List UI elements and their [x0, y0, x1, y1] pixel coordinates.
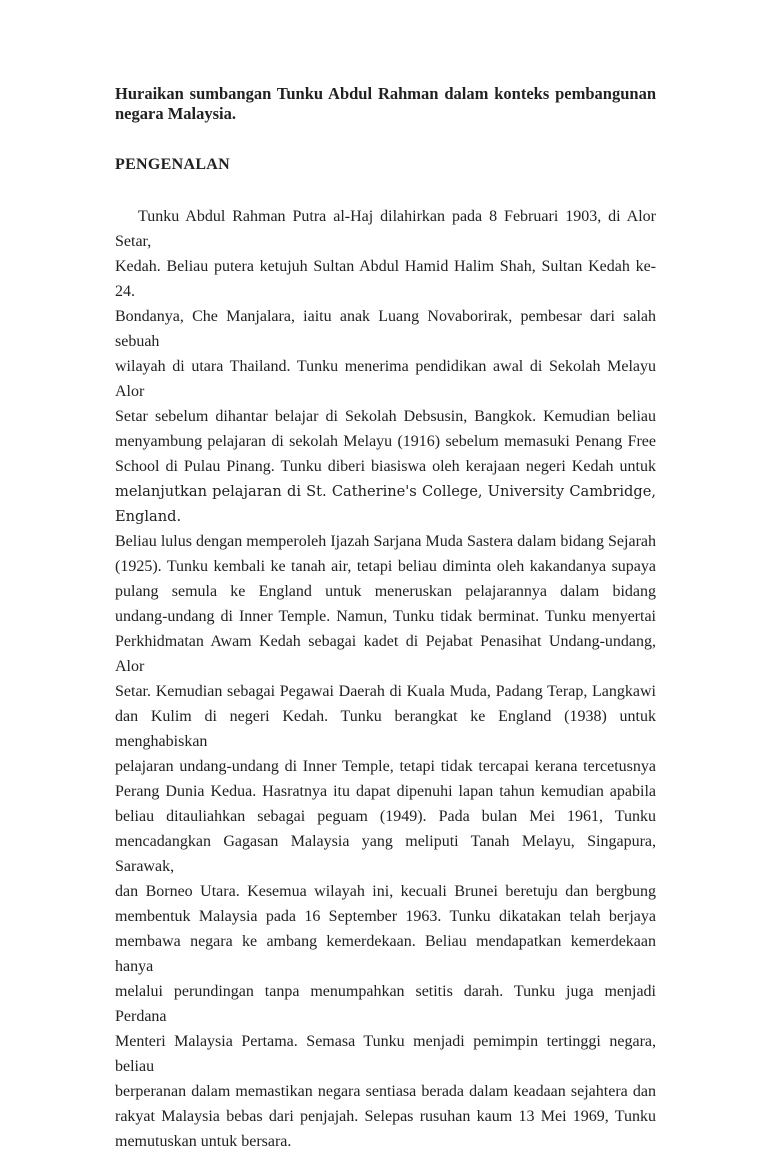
- paragraph-line: menyambung pelajaran di sekolah Melayu (1916) sebelum memasuki Penang Free: [115, 433, 656, 450]
- paragraph-line: (1925). Tunku kembali ke tanah air, tetapi beliau diminta oleh kakandanya supaya: [115, 558, 656, 575]
- paragraph-line: melanjutkan pelajaran di St. Catherine's College, University Cambridge, England.: [115, 483, 656, 525]
- paragraph-line: undang-undang di Inner Temple. Namun, Tunku tidak berminat. Tunku menyertai: [115, 608, 656, 625]
- paragraph-line: mencadangkan Gagasan Malaysia yang meliputi Tanah Melayu, Singapura, Sarawak,: [115, 833, 656, 875]
- paragraph-line: rakyat Malaysia bebas dari penjajah. Selepas rusuhan kaum 13 Mei 1969, Tunku: [115, 1108, 656, 1125]
- paragraph-line: Menteri Malaysia Pertama. Semasa Tunku menjadi pemimpin tertinggi negara, beliau: [115, 1033, 656, 1075]
- paragraph-line: melalui perundingan tanpa menumpahkan setitis darah. Tunku juga menjadi Perdana: [115, 983, 656, 1025]
- paragraph-line: dan Borneo Utara. Kesemua wilayah ini, kecuali Brunei beretuju dan bergbung: [115, 883, 656, 900]
- paragraph-line: Perang Dunia Kedua. Hasratnya itu dapat dipenuhi lapan tahun kemudian apabila: [115, 783, 656, 800]
- paragraph-line: dan Kulim di negeri Kedah. Tunku berangkat ke England (1938) untuk menghabiskan: [115, 708, 656, 750]
- title-line: Huraikan sumbangan Tunku Abdul Rahman dalam konteks pembangunan: [115, 84, 656, 103]
- paragraph-line: memutuskan untuk bersara.: [115, 1133, 292, 1150]
- paragraph-line: Setar sebelum dihantar belajar di Sekolah Debsusin, Bangkok. Kemudian beliau: [115, 408, 656, 425]
- intro-paragraph: [115, 204, 656, 1154]
- paragraph-line: Bondanya, Che Manjalara, iaitu anak Luang Novaborirak, pembesar dari salah sebuah: [115, 308, 656, 350]
- paragraph-line: membawa negara ke ambang kemerdekaan. Beliau mendapatkan kemerdekaan hanya: [115, 933, 656, 975]
- section-heading-pengenalan: PENGENALAN: [115, 156, 231, 173]
- paragraph-line: Beliau lulus dengan memperoleh Ijazah Sarjana Muda Sastera dalam bidang Sejarah: [115, 533, 656, 550]
- paragraph-line: School di Pulau Pinang. Tunku diberi biasiswa oleh kerajaan negeri Kedah untuk: [115, 458, 656, 475]
- page-content: [115, 84, 656, 1154]
- paragraph-line: Setar. Kemudian sebagai Pegawai Daerah di Kuala Muda, Padang Terap, Langkawi: [115, 683, 656, 700]
- paragraph-line: pulang semula ke England untuk meneruskan pelajarannya dalam bidang: [115, 583, 656, 600]
- essay-question-title: [115, 84, 656, 124]
- paragraph-line: wilayah di utara Thailand. Tunku menerima pendidikan awal di Sekolah Melayu Alor: [115, 358, 656, 400]
- title-line: negara Malaysia.: [115, 104, 236, 123]
- paragraph-line: membentuk Malaysia pada 16 September 1963. Tunku dikatakan telah berjaya: [115, 908, 656, 925]
- paragraph-line: pelajaran undang-undang di Inner Temple, tetapi tidak tercapai kerana tercetusnya: [115, 758, 656, 775]
- paragraph-line: berperanan dalam memastikan negara sentiasa berada dalam keadaan sejahtera dan: [115, 1083, 656, 1100]
- paragraph-line: Kedah. Beliau putera ketujuh Sultan Abdul Hamid Halim Shah, Sultan Kedah ke-24.: [115, 258, 656, 300]
- paragraph-line: Perkhidmatan Awam Kedah sebagai kadet di Pejabat Penasihat Undang-undang, Alor: [115, 633, 656, 675]
- paragraph-line: Tunku Abdul Rahman Putra al-Haj dilahirkan pada 8 Februari 1903, di Alor Setar,: [115, 208, 656, 250]
- paragraph-line: beliau ditauliahkan sebagai peguam (1949). Pada bulan Mei 1961, Tunku: [115, 808, 656, 825]
